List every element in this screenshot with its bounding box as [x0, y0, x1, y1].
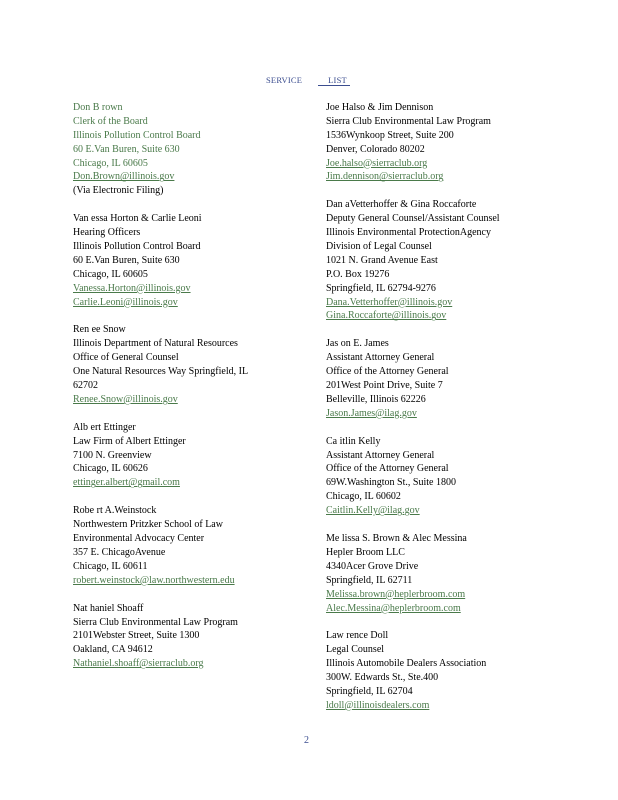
- address-line: Belleville, Illinois 62226: [326, 393, 426, 405]
- recipient-name: Ren ee Snow: [73, 324, 126, 336]
- address-line: Office of the Attorney General: [326, 366, 449, 378]
- email-link[interactable]: Gina.Roccaforte@illinois.gov: [326, 310, 447, 322]
- address-line: Legal Counsel: [326, 644, 385, 656]
- address-line: Chicago, IL 60602: [326, 491, 401, 503]
- email-link[interactable]: Melissa.brown@heplerbroom.com: [326, 588, 466, 600]
- recipient-name: Nat haniel Shoaff: [73, 602, 144, 614]
- address-line: Illinois Automobile Dealers Association: [326, 658, 487, 670]
- address-line: 69W.Washington St., Suite 1800: [326, 477, 456, 489]
- address-line: 1536Wynkoop Street, Suite 200: [326, 129, 454, 141]
- address-line: Sierra Club Environmental Law Program: [73, 616, 238, 628]
- address-line: Environmental Advocacy Center: [73, 533, 205, 545]
- recipient-name: Ca itlin Kelly: [326, 435, 381, 447]
- email-link[interactable]: Don.Brown@illinois.gov: [73, 171, 175, 183]
- address-line: Illinois Pollution Control Board: [73, 241, 201, 253]
- address-line: Chicago, IL 60605: [73, 157, 148, 169]
- email-link[interactable]: Caitlin.Kelly@ilag.gov: [326, 505, 420, 517]
- service-entry: [326, 435, 556, 518]
- service-entry: [73, 101, 313, 198]
- recipient-name: Dan aVetterhoffer & Gina Roccaforte: [326, 199, 477, 211]
- address-line: Hearing Officers: [73, 227, 141, 239]
- address-line: 60 E.Van Buren, Suite 630: [73, 254, 180, 266]
- address-line: Northwestern Pritzker School of Law: [73, 519, 223, 531]
- recipient-name: Robe rt A.Weinstock: [73, 505, 157, 517]
- service-entry: [326, 532, 556, 615]
- address-line: 2101Webster Street, Suite 1300: [73, 630, 200, 642]
- email-link[interactable]: robert.weinstock@law.northwestern.edu: [73, 574, 235, 586]
- title-underline: [318, 85, 350, 86]
- email-link[interactable]: Jim.dennison@sierraclub.org: [326, 171, 444, 183]
- address-line: 60 E.Van Buren, Suite 630: [73, 143, 180, 155]
- service-entry: [73, 504, 313, 587]
- email-link[interactable]: Dana.Vetterhoffer@illinois.gov: [326, 296, 453, 308]
- page-title: [266, 75, 347, 85]
- title-word-service: SERVICE: [266, 75, 303, 85]
- service-entry: [326, 101, 556, 184]
- right-service-column: [326, 101, 556, 727]
- recipient-name: Don B rown: [73, 102, 123, 113]
- address-line: Division of Legal Counsel: [326, 241, 432, 253]
- address-line: Office of General Counsel: [73, 352, 179, 364]
- address-line: Law Firm of Albert Ettinger: [73, 435, 186, 447]
- address-line: 7100 N. Greenview: [73, 449, 152, 461]
- address-line: Springfield, IL 62794-9276: [326, 282, 436, 294]
- address-line: Assistant Attorney General: [326, 449, 435, 461]
- service-entry: [326, 198, 556, 323]
- service-entry: [73, 602, 313, 671]
- address-line: 357 E. ChicagoAvenue: [73, 546, 166, 558]
- email-link[interactable]: Renee.Snow@illinois.gov: [73, 393, 178, 405]
- address-line: 201West Point Drive, Suite 7: [326, 380, 443, 392]
- left-service-column: [73, 101, 313, 685]
- address-line: Springfield, IL 62711: [326, 574, 413, 586]
- recipient-name: Alb ert Ettinger: [73, 421, 136, 433]
- email-link[interactable]: ldoll@illinoisdealers.com: [326, 699, 430, 711]
- address-line: Denver, Colorado 80202: [326, 143, 425, 155]
- address-line: Springfield, IL 62704: [326, 685, 413, 697]
- address-line: 62702: [73, 380, 98, 392]
- address-line: Chicago, IL 60605: [73, 268, 148, 280]
- address-line: 4340Acer Grove Drive: [326, 560, 419, 572]
- service-entry: [326, 629, 556, 712]
- email-link[interactable]: Vanessa.Horton@illinois.gov: [73, 282, 191, 294]
- address-line: Chicago, IL 60626: [73, 463, 148, 475]
- address-line: One Natural Resources Way Springfield, IL: [73, 366, 249, 378]
- address-line: Clerk of the Board: [73, 115, 148, 127]
- email-link[interactable]: Joe.halso@sierraclub.org: [326, 157, 428, 169]
- service-entry: [73, 323, 313, 406]
- address-line: P.O. Box 19276: [326, 268, 390, 280]
- service-entry: [73, 212, 313, 309]
- address-line: 300W. Edwards St., Ste.400: [326, 672, 439, 684]
- address-line: Hepler Broom LLC: [326, 546, 405, 558]
- email-link[interactable]: Alec.Messina@heplerbroom.com: [326, 602, 461, 614]
- address-line: 1021 N. Grand Avenue East: [326, 254, 438, 266]
- recipient-name: Van essa Horton & Carlie Leoni: [73, 213, 202, 225]
- recipient-name: Jas on E. James: [326, 338, 389, 350]
- title-word-list: LIST: [328, 75, 347, 85]
- recipient-name: Me lissa S. Brown & Alec Messina: [326, 533, 467, 545]
- address-line: Chicago, IL 60611: [73, 560, 148, 572]
- service-entry: [326, 337, 556, 420]
- address-line: Oakland, CA 94612: [73, 644, 153, 656]
- email-link[interactable]: Jason.James@ilag.gov: [326, 407, 417, 419]
- address-line: Assistant Attorney General: [326, 352, 435, 364]
- recipient-name: Joe Halso & Jim Dennison: [326, 102, 434, 113]
- service-entry: [73, 421, 313, 490]
- address-line: Sierra Club Environmental Law Program: [326, 115, 491, 127]
- address-line: Office of the Attorney General: [326, 463, 449, 475]
- address-line: Illinois Environmental ProtectionAgency: [326, 227, 491, 239]
- email-link[interactable]: ettinger.albert@gmail.com: [73, 477, 180, 489]
- email-link[interactable]: Nathaniel.shoaff@sierraclub.org: [73, 658, 204, 670]
- address-line: Illinois Department of Natural Resources: [73, 338, 238, 350]
- address-line: Deputy General Counsel/Assistant Counsel: [326, 213, 500, 225]
- page-number: 2: [304, 735, 309, 746]
- email-link[interactable]: Carlie.Leoni@illinois.gov: [73, 296, 178, 308]
- recipient-name: Law rence Doll: [326, 630, 389, 642]
- filing-note: (Via Electronic Filing): [73, 185, 164, 197]
- address-line: Illinois Pollution Control Board: [73, 129, 201, 141]
